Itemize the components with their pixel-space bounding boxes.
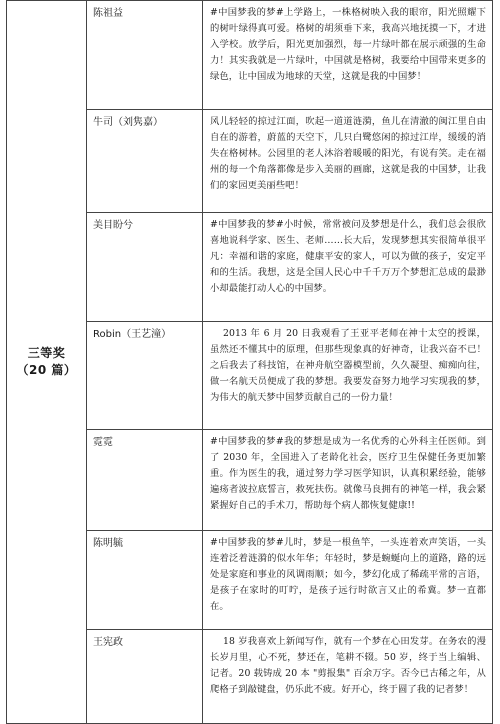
essay-text: #中国梦我的梦#儿时，梦是一根鱼竿，一头连着欢声笑语，一头连着泛着涟漪的似水年华；年轻时，梦是蜿蜒向上的道路，路的远处是家庭和事业的风调雨顺；如今，梦幻化成了稀疏平常的言语，是孩子在家时的叮咛，是孩子远行时欲言又止的希冀。梦一直都在。 <box>210 537 486 612</box>
author-name: 牛司（刘隽嘉） <box>93 117 163 128</box>
name-cell <box>87 531 203 630</box>
awards-table <box>6 0 493 724</box>
essay-cell <box>203 213 493 322</box>
essay-cell <box>203 322 493 430</box>
category-label <box>7 345 86 379</box>
essay-text: 风儿轻轻的掠过江面，吹起一道道涟漪，鱼儿在清澈的闽江里自由自在的游着，蔚蓝的天空下，几只白鹭悠闲的掠过江岸，缓缓的消失在格树林。公园里的老人沐浴着暖暖的阳光，有说有笑。走在福州的每一个角落都像是步入美丽的画廊，这就是我的中国梦，让我们的家园更美丽些吧！ <box>210 116 486 191</box>
name-cell <box>87 1 203 110</box>
category-count: （20 篇） <box>16 363 77 377</box>
author-name: 陈明毓 <box>93 538 123 549</box>
essay-cell <box>203 110 493 213</box>
table-row <box>7 1 493 110</box>
essay-text: #中国梦我的梦#小时候，常常被问及梦想是什么，我们总会很欣喜地说科学家、医生、老师……长大后，发现梦想其实很简单很平凡：幸福和谐的家庭，健康平安的家人，可以为做的孩子，安定平和的生活。我想，这是全国人民心中千千万万个梦想汇总成的最渺小却最能打动人心的中国梦。 <box>210 219 486 294</box>
author-name: Robin（王艺潼） <box>93 329 172 340</box>
author-name: 陈祖益 <box>93 8 123 19</box>
name-cell <box>87 213 203 322</box>
category-title: 三等奖 <box>27 346 66 360</box>
essay-text: 18 岁我喜欢上新闻写作，就有一个梦在心田发芽。在务农的漫长岁月里，心不死，梦还在，笔耕不辍。50 岁，终于当上编辑、记者。20 载铸成 20 本 "剪报集" 百余万字。否今已古稀之年，从爬格子到敲键盘，仍乐此不疲。好开心，终于圆了我的记者梦！ <box>210 636 486 695</box>
author-name: 霓霓 <box>93 437 113 448</box>
essay-cell <box>203 531 493 630</box>
essay-text: #中国梦我的梦#上学路上，一株格树映入我的眼帘，阳光照耀下的树叶绿得真可爱。格树的胡须垂下来，我高兴地抚摸一下，才进入学校。放学后，阳光更加强烈，每一片绿叶都在展示顽强的生命力！其实我就是一片绿叶，中国就是格树，我要给中国带来更多的绿色，让中国成为地球的天堂，这就是我的中国梦！ <box>210 7 486 82</box>
name-cell <box>87 430 203 531</box>
essay-cell <box>203 630 493 724</box>
essay-text: 2013 年 6 月 20 日我观看了王亚平老师在神十太空的授课，虽然还不懂其中的原理，但那些现象真的好神奇，让我兴奋不已！之后我去了科技馆，在神舟航空器模型前，久久凝望、痴痴向往，做一名航天员便成了我的梦想。我要发奋努力地学习实现我的梦，为伟大的航天梦中国梦贡献自己的一份力量！ <box>210 328 486 403</box>
category-cell <box>7 1 87 724</box>
essay-cell <box>203 430 493 531</box>
name-cell <box>87 630 203 724</box>
essay-text: #中国梦我的梦#我的梦想是成为一名优秀的心外科主任医师。到了 2030 年，全国进入了老龄化社会，医疗卫生保健任务更加繁重。作为医生的我，通过努力学习医学知识，认真积累经验，能够遍疡者波拉底誓言，救死扶伤。就像马良拥有的神笔一样，我会紧紧握好自己的手术刀，帮助每个病人都恢复健康!! <box>210 436 486 511</box>
author-name: 美目盼兮 <box>93 220 133 231</box>
author-name: 王宪政 <box>93 637 123 648</box>
essay-cell <box>203 1 493 110</box>
name-cell <box>87 110 203 213</box>
name-cell <box>87 322 203 430</box>
